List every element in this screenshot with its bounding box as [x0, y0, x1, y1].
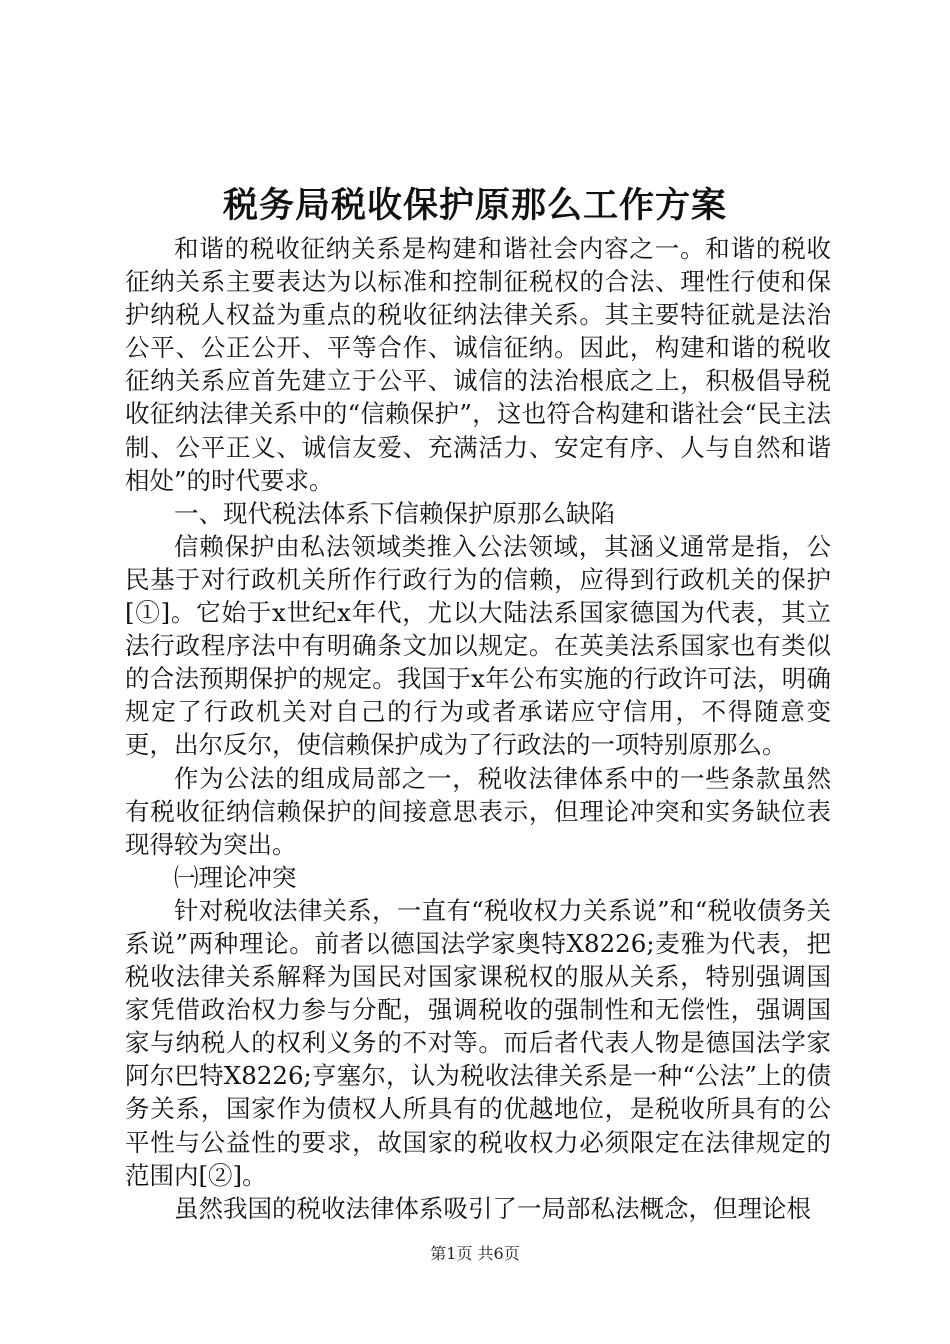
paragraph-continued: 虽然我国的税收法律体系吸引了一局部私法概念，但理论根: [174, 1193, 811, 1223]
document-body: [125, 232, 831, 1225]
section-heading-1: 一、现代税法体系下信赖保护原那么缺陷: [174, 498, 615, 528]
paragraph-trust-protection: 信赖保护由私法领域类推入公法领域，其涵义通常是指，公民基于对行政机关所作行政行为的信赖，应得到行政机关的保护[①]。它始于x世纪x年代，尤以大陆法系国家德国为代表，其立法行政程序法中有明确条文加以规定。在英美法系国家也有类似的合法预期保护的规定。我国于x年公布实施的行政许可法，明确规定了行政机关对自己的行为或者承诺应守信用，不得随意变更，出尔反尔，使信赖保护成为了行政法的一项特别原那么。: [125, 531, 831, 760]
page-footer: 第1页 共6页: [430, 1244, 520, 1263]
paragraph-tax-theories: 针对税收法律关系，一直有“税收权力关系说”和“税收债务关系说”两种理论。前者以德国法学家奥特X8226;麦雅为代表，把税收法律关系解释为国民对国家课税权的服从关系，特别强调国家凭借政治权力参与分配，强调税收的强制性和无偿性，强调国家与纳税人的权利义务的不对等。而后者代表人物是德国法学家阿尔巴特X8226;亨塞尔，认为税收法律关系是一种“公法”上的债务关系，国家作为债权人所具有的优越地位，是税收所具有的公平性与公益性的要求，故国家的税收权力必须限定在法律规定的范围内[②]。: [125, 895, 831, 1190]
document-title: 税务局税收保护原那么工作方案: [222, 185, 727, 226]
paragraph-intro: 和谐的税收征纳关系是构建和谐社会内容之一。和谐的税收征纳关系主要表达为以标准和控制征税权的合法、理性行使和保护纳税人权益为重点的税收征纳法律关系。其主要特征就是法治公平、公正公开、平等合作、诚信征纳。因此，构建和谐的税收征纳关系应首先建立于公平、诚信的法治根底之上，积极倡导税收征纳法律关系中的“信赖保护”，这也符合构建和谐社会“民主法制、公平正义、诚信友爱、充满活力、安定有序、人与自然和谐相处”的时代要求。: [125, 234, 831, 495]
subsection-heading-theory-conflict: ㈠理论冲突: [174, 862, 297, 892]
paragraph-public-law: 作为公法的组成局部之一，税收法律体系中的一些条款虽然有税收征纳信赖保护的间接意思表示，但理论冲突和实务缺位表现得较为突出。: [125, 763, 831, 859]
